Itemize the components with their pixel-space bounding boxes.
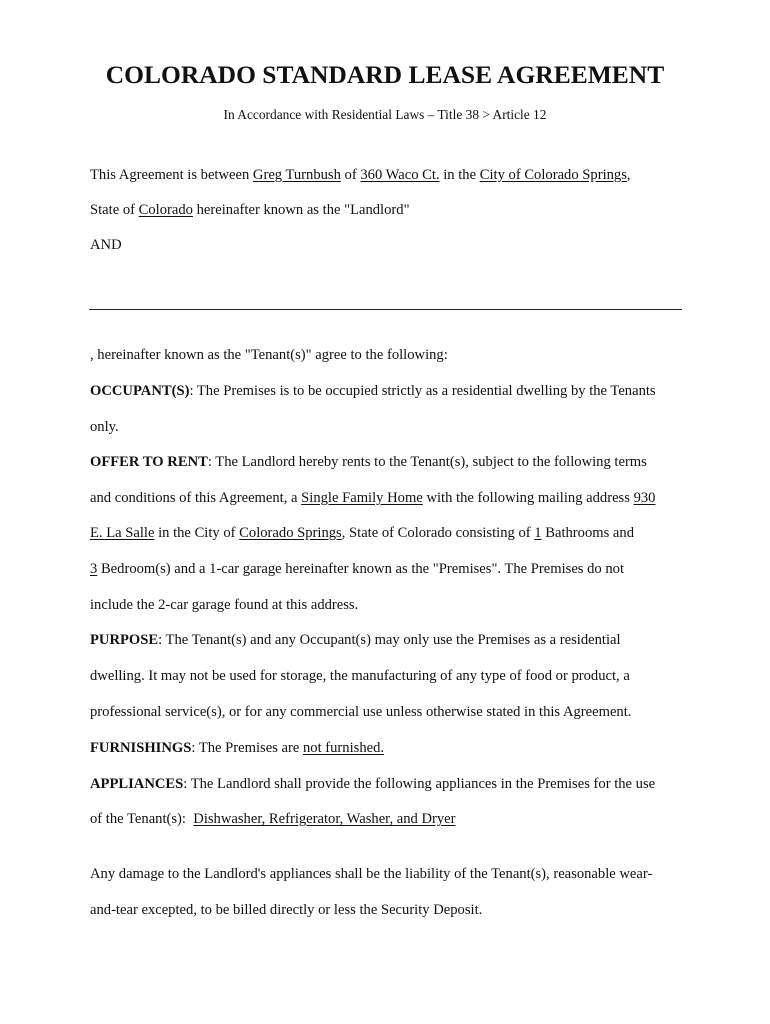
furnishings-line: FURNISHINGS: The Premises are not furnished. xyxy=(90,740,385,756)
occupants-line-2: only. xyxy=(90,419,119,435)
tenant-line: , hereinafter known as the "Tenant(s)" agree to the following: xyxy=(90,347,448,363)
landlord-state-field[interactable]: Colorado xyxy=(138,202,193,218)
offer-line-1: OFFER TO RENT: The Landlord hereby rents to the Tenant(s), subject to the following terms xyxy=(90,454,647,470)
and-label: AND xyxy=(90,237,122,253)
appliances-line-1: APPLIANCES: The Landlord shall provide the following appliances in the Premises for the use xyxy=(90,776,656,792)
purpose-line-2: dwelling. It may not be used for storage, the manufacturing of any type of food or product, a xyxy=(90,668,630,684)
landlord-name-field[interactable]: Greg Turnbush xyxy=(252,167,341,183)
city-field[interactable]: Colorado Springs xyxy=(239,525,342,541)
landlord-city-field[interactable]: City of Colorado Springs xyxy=(479,167,627,183)
damage-line-1: Any damage to the Landlord's appliances shall be the liability of the Tenant(s), reasonable wear- xyxy=(90,866,653,882)
offer-heading: OFFER TO RENT xyxy=(90,454,208,470)
occupants-line-1: OCCUPANT(S): The Premises is to be occupied strictly as a residential dwelling by the Tenants xyxy=(90,383,656,399)
document-subtitle: In Accordance with Residential Laws – Title 38 > Article 12 xyxy=(223,107,547,122)
occupants-heading: OCCUPANT(S) xyxy=(90,383,190,399)
address-field-part-1[interactable]: 930 xyxy=(633,490,656,506)
property-type-field[interactable]: Single Family Home xyxy=(301,490,423,506)
damage-line-2: and-tear excepted, to be billed directly or less the Security Deposit. xyxy=(90,902,483,918)
offer-line-3: E. La Salle in the City of Colorado Springs, State of Colorado consisting of 1 Bathrooms and xyxy=(90,525,634,541)
furnishings-heading: FURNISHINGS xyxy=(90,740,192,756)
bedrooms-field[interactable]: 3 xyxy=(90,561,98,577)
offer-line-4: 3 Bedroom(s) and a 1-car garage hereinafter known as the "Premises". The Premises do not xyxy=(90,561,625,577)
bathrooms-field[interactable]: 1 xyxy=(534,525,542,541)
purpose-line-3: professional service(s), or for any commercial use unless otherwise stated in this Agreement. xyxy=(90,704,632,720)
landlord-address-field[interactable]: 360 Waco Ct. xyxy=(360,167,440,183)
appliances-heading: APPLIANCES xyxy=(90,776,184,792)
offer-line-5: include the 2-car garage found at this address. xyxy=(90,597,359,613)
tenant-name-blank-line[interactable] xyxy=(89,309,682,310)
parties-line-1: This Agreement is between Greg Turnbush of 360 Waco Ct. in the City of Colorado Springs, xyxy=(90,167,631,183)
appliances-list-field[interactable]: Dishwasher, Refrigerator, Washer, and Dryer xyxy=(193,811,456,827)
purpose-heading: PURPOSE xyxy=(90,632,159,648)
address-field-part-2[interactable]: E. La Salle xyxy=(90,525,155,541)
document-title: COLORADO STANDARD LEASE AGREEMENT xyxy=(105,60,665,89)
offer-line-2: and conditions of this Agreement, a Single Family Home with the following mailing address 930 xyxy=(90,490,656,506)
purpose-line-1: PURPOSE: The Tenant(s) and any Occupant(s) may only use the Premises as a residential xyxy=(90,632,621,648)
appliances-line-2: of the Tenant(s): Dishwasher, Refrigerator, Washer, and Dryer xyxy=(90,811,456,827)
parties-line-2: State of Colorado hereinafter known as the "Landlord" xyxy=(90,202,410,218)
furnishings-field[interactable]: not furnished. xyxy=(302,740,385,756)
